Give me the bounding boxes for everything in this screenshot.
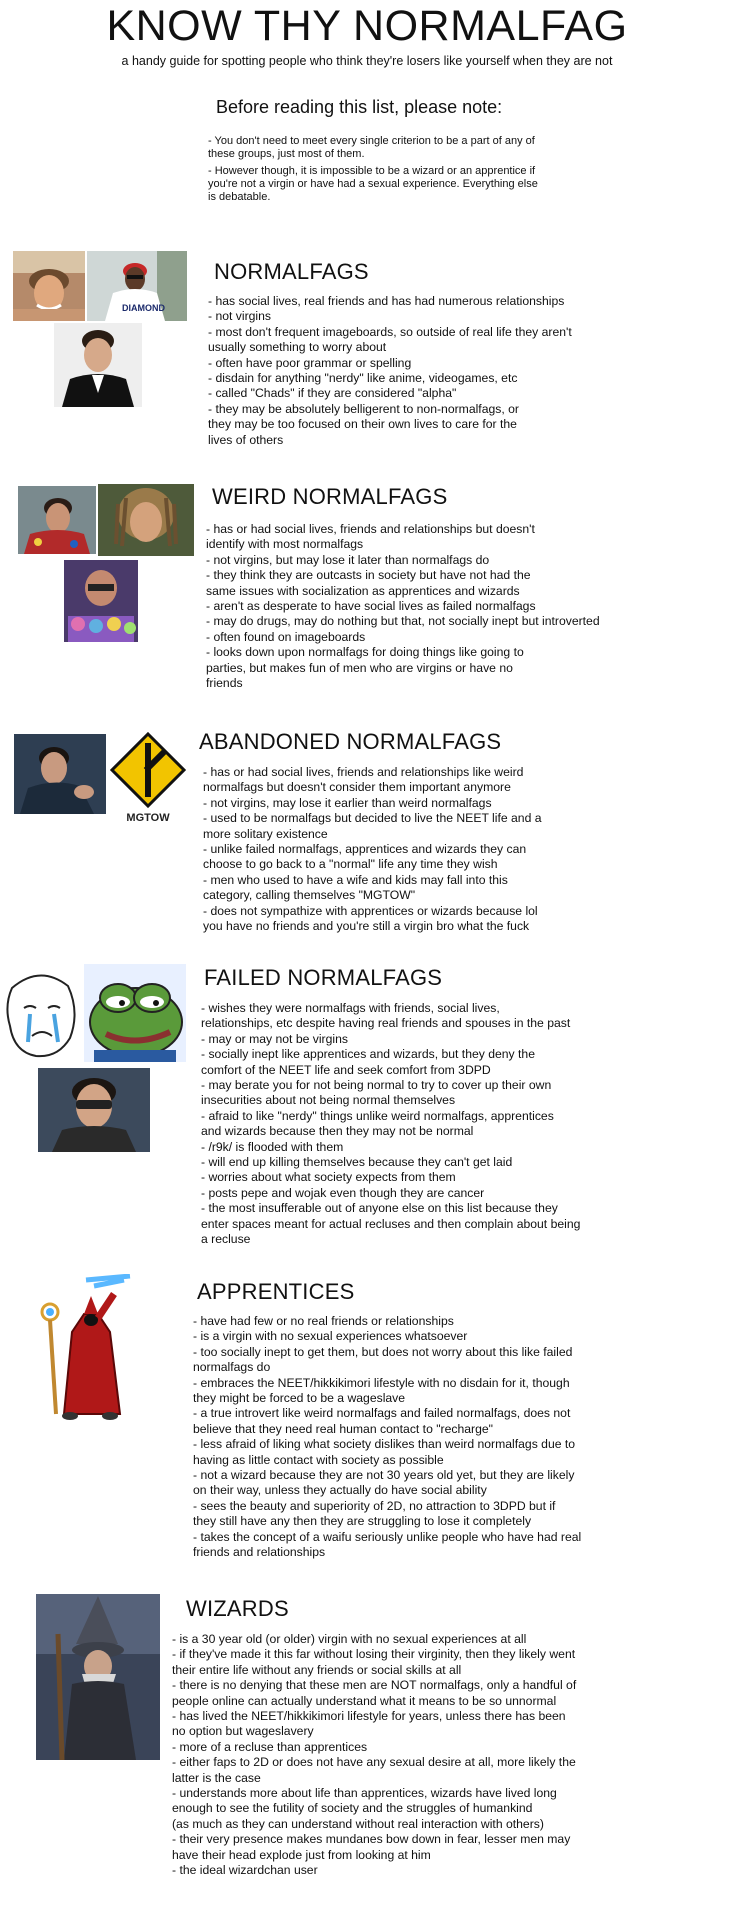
mgtow-sign-icon [110, 732, 186, 824]
section-text-wizards: - is a 30 year old (or older) virgin with no sexual experiences at all - if they've made it this far without losing their virginity, then they likely went their entire life without any friends or social skills at all - there is no denying that these men are NOT normalfags, only a handful of people online can actually understand what it means to be so unnormal - has lived the NEET/hikkikimori lifestyle for years, unless there has been no option but wageslavery - more of a recluse than apprentices - either faps to 2D or does not have any sexual desire at all, more likely the latter is the case - understands more about life than apprentices, wizards have lived long enough to see the futility of society and the struggles of humankind (as much as they can understand without real interaction with others) - their very presence makes mundanes bow down in fear, lesser men may have their head explode just from looking at him - the ideal wizardchan user [172, 1632, 577, 1878]
section-title-normalfags: NORMALFAGS [214, 259, 369, 284]
section-title-failed-normalfags: FAILED NORMALFAGS [204, 965, 443, 990]
section-title-abandoned-normalfags: ABANDONED NORMALFAGS [199, 729, 502, 754]
page-subtitle: a handy guide for spotting people who think they're losers like yourself when they are not [121, 54, 613, 68]
abandoned-normalfag-photo [14, 734, 106, 814]
note-heading: Before reading this list, please note: [216, 97, 503, 117]
note-item: - However though, it is impossible to be a wizard or an apprentice if you're not a virgin or have had a sexual experience. Everything else is debatable. [208, 165, 538, 203]
weird-normalfag-photo-2 [98, 484, 194, 556]
diamond-shirt-text: DIAMOND [122, 303, 165, 313]
wizard-photo [36, 1594, 160, 1760]
section-text-normalfags: - has social lives, real friends and has had numerous relationships - not virgins - most don't frequent imageboards, so outside of real life they aren't usually something to worry about - often have poor grammar or spelling - disdain for anything "nerdy" like anime, videogames, etc - called "Chads" if they are considered "alpha" - they may be absolutely belligerent to non-normalfags, or they may be too focused on their own lives to care for the lives of others [208, 294, 572, 447]
section-text-weird-normalfags: - has or had social lives, friends and relationships but doesn't identify with most normalfags - not virgins, but may lose it later than normalfags do - they think they are outcasts in society but have not had the same issues with socialization as apprentices and wizards - aren't as desperate to have social lives as failed normalfags - may do drugs, may do nothing but that, not socially inept but introverted - often found on imageboards - looks down upon normalfags for doing things like going to parties, but makes fun of men who are virgins or have no friends [206, 522, 600, 691]
section-title-apprentices: APPRENTICES [197, 1279, 355, 1304]
wojak-crying-icon [0, 966, 82, 1062]
failed-normalfag-photo [38, 1068, 150, 1152]
section-text-abandoned-normalfags: - has or had social lives, friends and relationships like weird normalfags but doesn't consider them important anymore - not virgins, may lose it earlier than weird normalfags - used to be normalfags but decided to live the NEET life and a more solitary existence - unlike failed normalfags, apprentices and wizards they can choose to go back to a "normal" life any time they wish - men who used to have a wife and kids may fall into this category, calling themselves "MGTOW" - does not sympathize with apprentices or wizards because lol you have no friends and you're still a virgin bro what the fuck [203, 765, 542, 934]
section-title-weird-normalfags: WEIRD NORMALFAGS [212, 484, 448, 509]
apprentice-wizard-icon [34, 1274, 134, 1424]
section-text-apprentices: - have had few or no real friends or relationships - is a virgin with no sexual experiences whatsoever - too socially inept to get them, but does not worry about this like failed normalfags do - embraces the NEET/hikkikimori lifestyle with no disdain for it, though they might be forced to be a wageslave - a true introvert like weird normalfags and failed normalfags, does not believe that they need real human contact to "recharge" - less afraid of liking what society dislikes than weird normalfags due to having as little contact with society as possible - not a wizard because they are not 30 years old yet, but they are likely on their way, unless they actually do have social ability - sees the beauty and superiority of 2D, no attraction to 3DPD but if they still have any then they are struggling to lose it completely - takes the concept of a waifu seriously unlike people who have had real friends and relationships [193, 1314, 582, 1560]
note-item: - You don't need to meet every single criterion to be a part of any of these groups, just most of them. [208, 135, 535, 160]
section-text-failed-normalfags: - wishes they were normalfags with friends, social lives, relationships, etc despite having real friends and spouses in the past - may or may not be virgins - socially inept like apprentices and wizards, but they deny the comfort of the NEET life and seek comfort from 3DPD - may berate you for not being normal to try to cover up their own insecurities about not being normal themselves - afraid to like "nerdy" things unlike weird normalfags, apprentices and wizards because then they may not be normal - /r9k/ is flooded with them - will end up killing themselves because they can't get laid - worries about what society expects from them - posts pepe and wojak even though they are cancer - the most insufferable out of anyone else on this list because they enter spaces meant for actual recluses and then complain about being a recluse [201, 1001, 581, 1247]
mgtow-label: MGTOW [126, 812, 170, 824]
weird-normalfag-photo-3 [64, 560, 138, 642]
pepe-frog-icon [84, 964, 186, 1062]
weird-normalfag-photo-1 [18, 486, 96, 554]
normalfag-photo-1 [13, 251, 85, 321]
normalfag-photo-2 [87, 251, 187, 321]
section-title-wizards: WIZARDS [186, 1596, 289, 1621]
normalfag-photo-3 [54, 323, 142, 407]
page-title: KNOW THY NORMALFAG [106, 2, 628, 50]
